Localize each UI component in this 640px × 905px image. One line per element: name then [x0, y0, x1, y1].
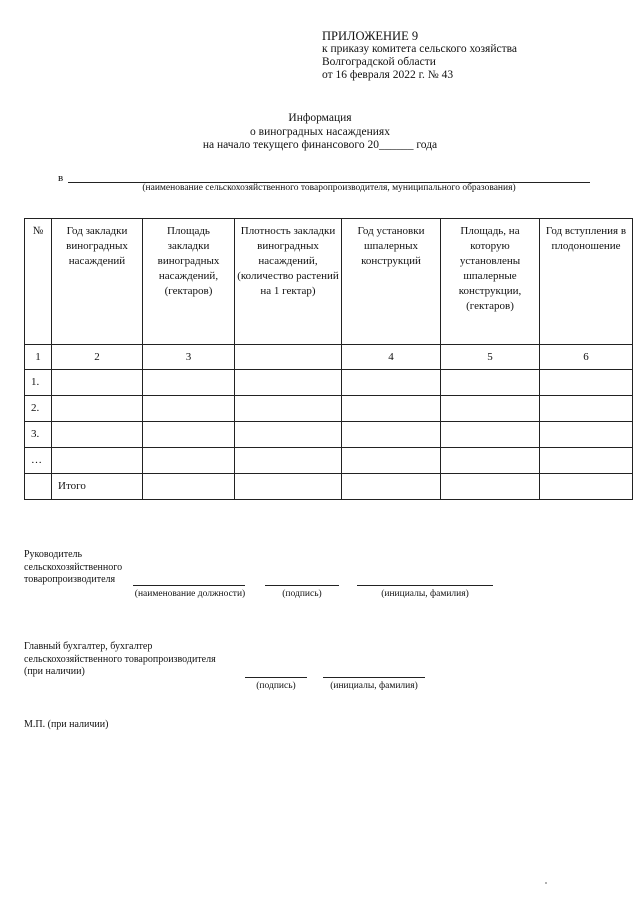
row-number: …: [25, 448, 52, 474]
header-planting-area: Площадь закладки виноградных насаждений, (гектаров): [143, 219, 235, 345]
row-number: 1.: [25, 370, 52, 396]
column-number-row: [25, 345, 633, 370]
document-title: [0, 112, 640, 153]
cell-trellis-year[interactable]: [342, 422, 441, 448]
initials-field[interactable]: [357, 585, 493, 586]
accountant-line-3: (при наличии): [24, 666, 85, 677]
cell-planting-year[interactable]: [52, 422, 143, 448]
col-num-1: 1: [25, 345, 52, 370]
appendix-title: ПРИЛОЖЕНИЕ 9: [322, 29, 419, 43]
accountant-line-2: сельскохозяйственного товаропроизводителя: [24, 653, 216, 665]
row-number: 2.: [25, 396, 52, 422]
cell-planting-density[interactable]: [235, 474, 342, 500]
cell-trellis-year[interactable]: [342, 370, 441, 396]
header-planting-density: Плотность закладки виноградных насаждений, (количество растений на 1 гектар): [235, 219, 342, 345]
cell-planting-area[interactable]: [143, 474, 235, 500]
cell-planting-density[interactable]: [235, 422, 342, 448]
cell-fruiting-year[interactable]: [540, 448, 633, 474]
position-field[interactable]: [133, 585, 245, 586]
cell-trellis-year[interactable]: [342, 396, 441, 422]
cell-trellis-year[interactable]: [342, 474, 441, 500]
accountant-signatory: [24, 641, 216, 679]
cell-trellis-area[interactable]: [441, 370, 540, 396]
position-caption: (наименование должности): [134, 589, 246, 599]
header-row: [25, 219, 633, 345]
total-label: Итого: [52, 474, 143, 500]
cell-planting-area[interactable]: [143, 448, 235, 474]
stamp-place: М.П. (при наличии): [24, 719, 109, 730]
cell-trellis-area[interactable]: [441, 448, 540, 474]
head-line-2: сельскохозяйственного: [24, 561, 123, 573]
table-row: [25, 448, 633, 474]
appendix-date: от 16 февраля 2022 г. № 43: [322, 69, 454, 81]
header-trellis-year: Год установки шпалерных конструкций: [342, 219, 441, 345]
accountant-signature-field[interactable]: [245, 677, 307, 678]
header-number: №: [25, 219, 52, 345]
title-line-3: на начало текущего финансового 20______ года: [202, 139, 438, 151]
col-num-3: 3: [143, 345, 235, 370]
cell-fruiting-year[interactable]: [540, 370, 633, 396]
vineyard-table: [24, 218, 633, 500]
cell-trellis-area[interactable]: [441, 474, 540, 500]
org-prefix: в: [58, 172, 64, 184]
cell-planting-density[interactable]: [235, 370, 342, 396]
appendix-order-ref: к приказу комитета сельского хозяйства: [322, 43, 518, 55]
cell-fruiting-year[interactable]: [540, 396, 633, 422]
cell-trellis-area[interactable]: [441, 396, 540, 422]
table-row: [25, 422, 633, 448]
accountant-signature-caption: (подпись): [256, 681, 296, 691]
col-num-6: 6: [540, 345, 633, 370]
cell-planting-area[interactable]: [143, 422, 235, 448]
head-line-3: товаропроизводителя: [24, 574, 116, 585]
total-row: [25, 474, 633, 500]
table-row: [25, 396, 633, 422]
signature-field[interactable]: [265, 585, 339, 586]
title-line-1: Информация: [288, 112, 352, 124]
cell-planting-area[interactable]: [143, 370, 235, 396]
cell-planting-year[interactable]: [52, 370, 143, 396]
accountant-initials-field[interactable]: [323, 677, 425, 678]
accountant-line-1: Главный бухгалтер, бухгалтер: [24, 641, 153, 652]
cell-planting-year[interactable]: [52, 396, 143, 422]
table-row: [25, 370, 633, 396]
head-signatory: [24, 549, 122, 587]
col-num-5: 5: [441, 345, 540, 370]
cell-planting-year[interactable]: [52, 448, 143, 474]
cell-planting-area[interactable]: [143, 396, 235, 422]
header-planting-year: Год закладки виноградных насаждений: [52, 219, 143, 345]
initials-caption: (инициалы, фамилия): [381, 589, 469, 599]
cell-planting-density[interactable]: [235, 396, 342, 422]
scan-speck: [545, 882, 547, 884]
cell-fruiting-year[interactable]: [540, 474, 633, 500]
row-number: 3.: [25, 422, 52, 448]
total-number-cell: [25, 474, 52, 500]
appendix-block: [322, 30, 517, 82]
col-num-2: 2: [52, 345, 143, 370]
cell-fruiting-year[interactable]: [540, 422, 633, 448]
appendix-region: Волгоградской области: [322, 56, 436, 68]
cell-trellis-area[interactable]: [441, 422, 540, 448]
signature-caption: (подпись): [282, 589, 322, 599]
header-trellis-area: Площадь, на которую установлены шпалерные конструкции, (гектаров): [441, 219, 540, 345]
cell-planting-density[interactable]: [235, 448, 342, 474]
title-line-2: о виноградных насаждениях: [250, 125, 390, 138]
head-line-1: Руководитель: [24, 549, 83, 560]
header-fruiting-year: Год вступления в плодоношение: [540, 219, 633, 345]
cell-trellis-year[interactable]: [342, 448, 441, 474]
accountant-initials-caption: (инициалы, фамилия): [330, 681, 418, 691]
col-num-4: 4: [342, 345, 441, 370]
org-caption: (наименование сельскохозяйственного товаропроизводителя, муниципального образования): [142, 183, 516, 193]
col-num-blank: [235, 345, 342, 370]
